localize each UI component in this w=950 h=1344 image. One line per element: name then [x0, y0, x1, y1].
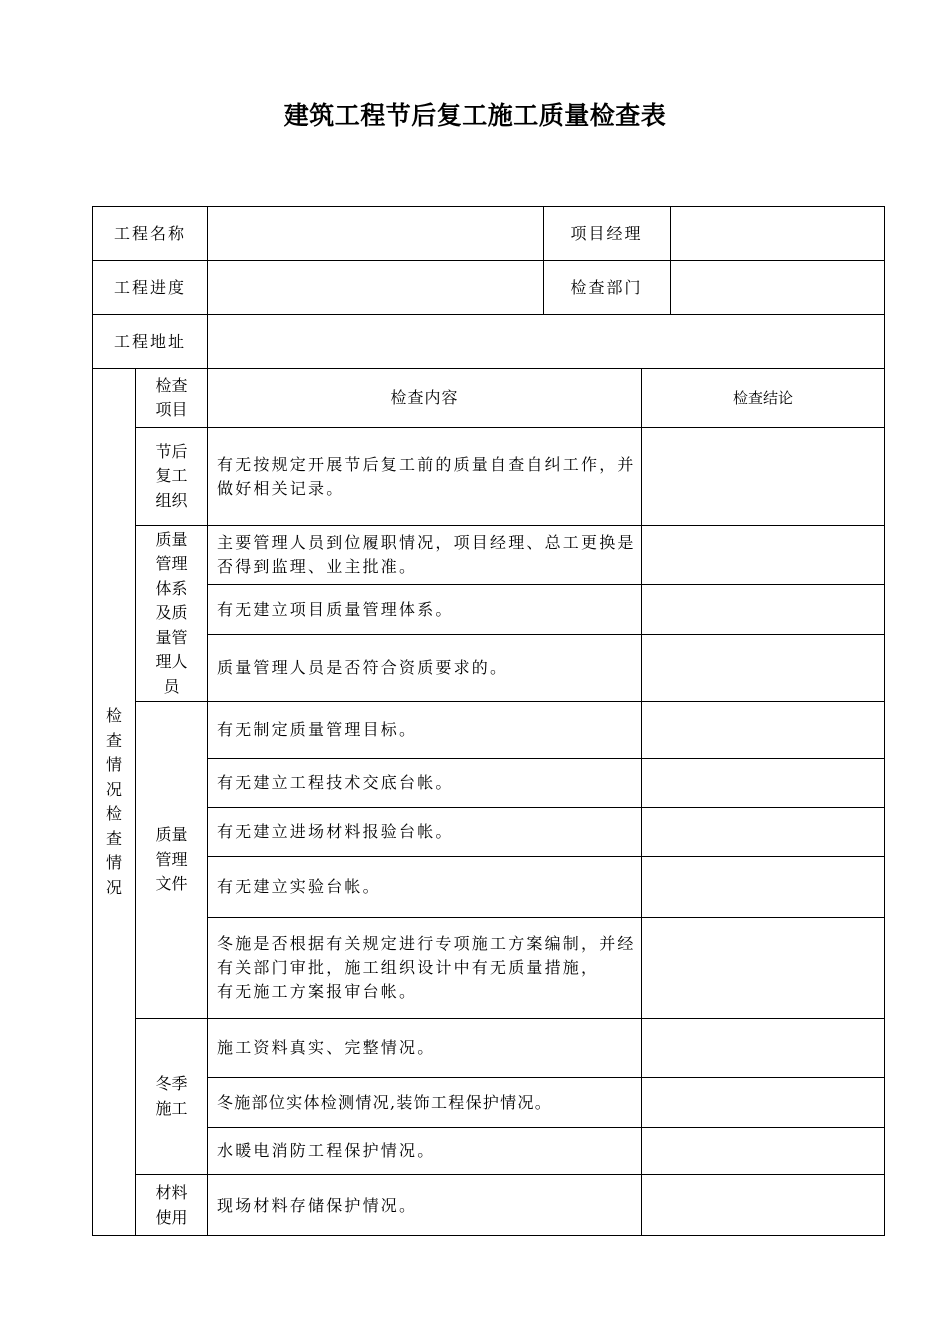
category-label: 节后复工组织: [155, 441, 188, 510]
project-name-field[interactable]: [217, 207, 537, 260]
content-column-header: 检查内容: [390, 388, 459, 407]
project-manager-field[interactable]: [680, 207, 880, 260]
inspection-item: 水暖电消防工程保护情况。: [217, 1141, 436, 1160]
conclusion-cell[interactable]: [642, 759, 884, 807]
category-label: 质量管理体系及质量管理人员: [155, 529, 188, 696]
conclusion-cell[interactable]: [642, 428, 884, 525]
project-manager-label: 项目经理: [570, 223, 643, 243]
section-label: 检查情况检查情况: [106, 706, 123, 897]
conclusion-cell[interactable]: [642, 1128, 884, 1174]
conclusion-cell[interactable]: [642, 526, 884, 584]
conclusion-column-header: 检查结论: [732, 389, 793, 407]
conclusion-cell[interactable]: [642, 808, 884, 856]
conclusion-cell[interactable]: [642, 1175, 884, 1236]
inspection-item: 有无建立项目质量管理体系。: [217, 599, 454, 619]
conclusion-cell[interactable]: [642, 585, 884, 634]
inspection-item: 冬施部位实体检测情况,装饰工程保护情况。: [217, 1092, 553, 1112]
category-label: 冬季施工: [155, 1074, 188, 1118]
category-label: 质量管理文件: [155, 825, 188, 894]
conclusion-cell[interactable]: [642, 635, 884, 701]
conclusion-cell[interactable]: [642, 1019, 884, 1077]
inspection-dept-label: 检查部门: [570, 277, 643, 297]
inspection-item: 主要管理人员到位履职情况，项目经理、总工更换是否得到监理、业主批准。: [217, 533, 636, 576]
conclusion-cell[interactable]: [642, 918, 884, 1018]
project-name-label: 工程名称: [113, 223, 186, 243]
inspection-item: 施工资料真实、完整情况。: [217, 1038, 436, 1057]
inspection-item: 质量管理人员是否符合资质要求的。: [217, 658, 509, 677]
inspection-dept-field[interactable]: [680, 261, 880, 314]
inspection-item: 有无建立进场材料报验台帐。: [217, 822, 454, 841]
inspection-item: 有无建立实验台帐。: [217, 877, 381, 896]
project-address-field[interactable]: [217, 315, 877, 368]
inspection-table: [92, 206, 885, 1236]
project-address-label: 工程地址: [113, 331, 186, 351]
page-title: 建筑工程节后复工施工质量检查表: [283, 101, 667, 130]
conclusion-cell[interactable]: [642, 702, 884, 758]
conclusion-cell[interactable]: [642, 857, 884, 917]
inspection-item: 有无制定质量管理目标。: [217, 720, 418, 739]
category-column-header: 检查项目: [155, 375, 188, 419]
inspection-item: 有无按规定开展节后复工前的质量自查自纠工作，并做好相关记录。: [217, 454, 636, 498]
category-label: 材料使用: [155, 1183, 188, 1227]
inspection-item: 冬施是否根据有关规定进行专项施工方案编制，并经有关部门审批，施工组织设计中有无质量措施， 有无施工方案报审台帐。: [217, 934, 636, 1001]
project-progress-field[interactable]: [217, 261, 537, 314]
conclusion-cell[interactable]: [642, 1078, 884, 1127]
inspection-item: 现场材料存储保护情况。: [217, 1195, 418, 1215]
inspection-item: 有无建立工程技术交底台帐。: [217, 773, 454, 792]
project-progress-label: 工程进度: [113, 277, 186, 297]
